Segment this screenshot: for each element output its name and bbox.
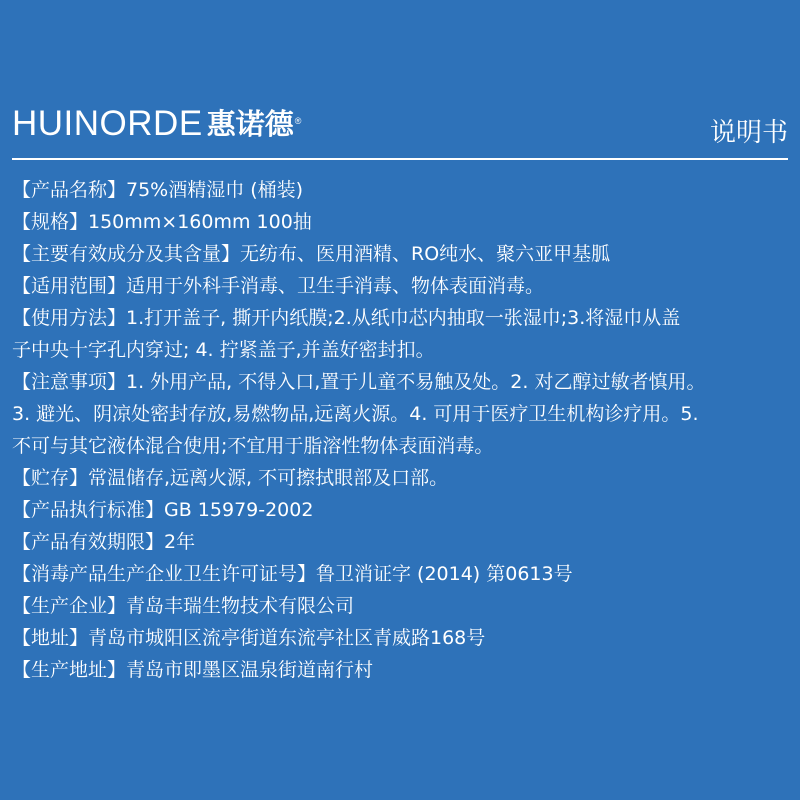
brand-name-latin: HUINORDE [12, 104, 203, 143]
brand-name-chinese: 惠诺德 [206, 107, 294, 141]
text-line-usage-2: 子中央十字孔内穿过; 4. 拧紧盖子,并盖好密封扣。 [12, 339, 435, 361]
text-line-usage-1: 【使用方法】1.打开盖子, 撕开内纸膜;2.从纸巾芯内抽取一张湿巾;3.将湿巾从盖 [12, 307, 681, 329]
header [12, 104, 788, 154]
text-line-precautions-2: 3. 避光、阴凉处密封存放,易燃物品,远离火源。4. 可用于医疗卫生机构诊疗用。5. [12, 403, 699, 425]
text-line-address: 【地址】青岛市城阳区流亭街道东流亭社区青威路168号 [12, 627, 486, 649]
text-line-precautions-1: 【注意事项】1. 外用产品, 不得入口,置于儿童不易触及处。2. 对乙醇过敏者慎用。 [12, 371, 706, 393]
text-line-specification: 【规格】150mm×160mm 100抽 [12, 211, 312, 233]
text-line-precautions-3: 不可与其它液体混合使用;不宜用于脂溶性物体表面消毒。 [12, 435, 494, 457]
brand-logo [12, 104, 301, 144]
text-line-manufacturer: 【生产企业】青岛丰瑞生物技术有限公司 [12, 595, 355, 617]
document-title: 说明书 [709, 118, 788, 148]
registered-mark: ® [294, 116, 302, 126]
text-line-shelf-life: 【产品有效期限】2年 [12, 531, 196, 553]
text-line-scope: 【适用范围】适用于外科手消毒、卫生手消毒、物体表面消毒。 [12, 275, 545, 297]
text-line-ingredients: 【主要有效成分及其含量】无纺布、医用酒精、RO纯水、聚六亚甲基胍 [12, 243, 611, 265]
text-line-license: 【消毒产品生产企业卫生许可证号】鲁卫消证字 (2014) 第0613号 [12, 563, 573, 585]
text-line-production-address: 【生产地址】青岛市即墨区温泉街道南行村 [12, 659, 374, 681]
text-line-product-name: 【产品名称】75%酒精湿巾 (桶装) [12, 179, 304, 201]
instructions-body [12, 174, 792, 686]
text-line-storage: 【贮存】常温储存,远离火源, 不可擦拭眼部及口部。 [12, 467, 449, 489]
text-line-standard: 【产品执行标准】GB 15979-2002 [12, 499, 314, 521]
header-divider [12, 158, 788, 160]
